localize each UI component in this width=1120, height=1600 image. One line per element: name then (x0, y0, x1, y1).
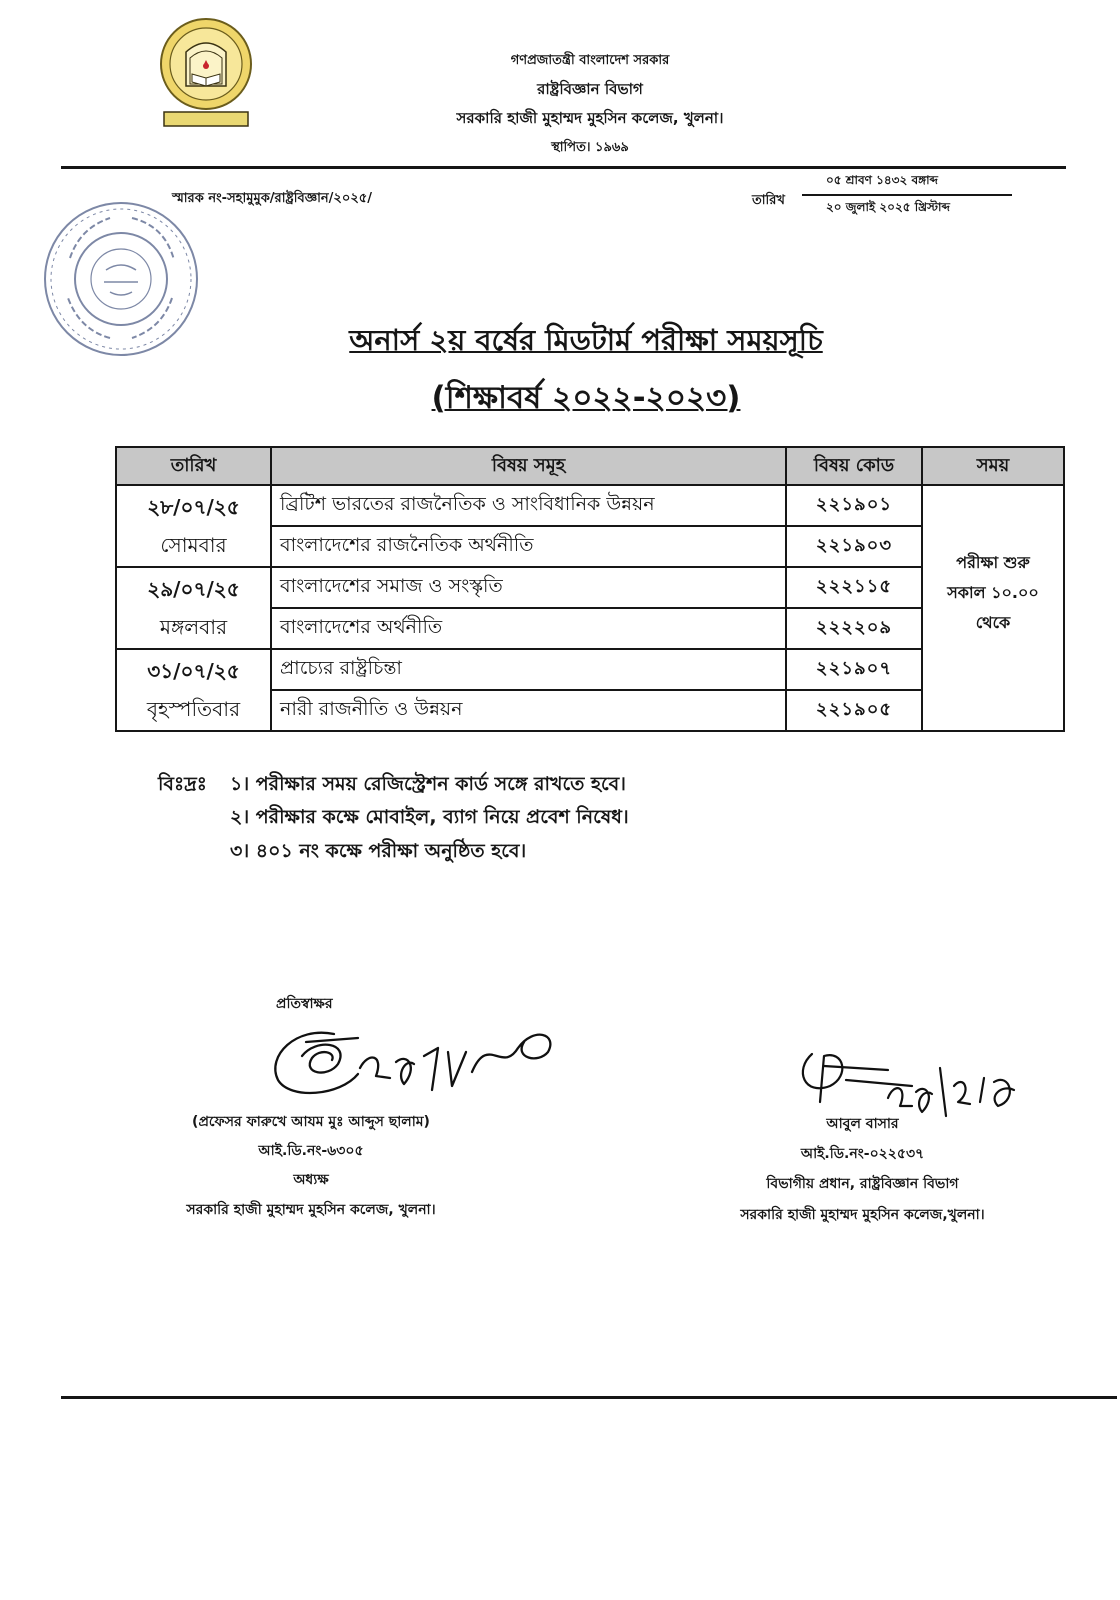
table-row (116, 567, 1064, 608)
subject-code: ২২২১১৫ (786, 567, 922, 608)
date-cell (116, 649, 271, 731)
note-item: ১। পরীক্ষার সময় রেজিস্ট্রেশন কার্ড সঙ্গে রাখতে হবে। (230, 773, 626, 795)
subject-name: ব্রিটিশ ভারতের রাজনৈতিক ও সাংবিধানিক উন্নয়ন (271, 485, 786, 526)
department-head-name: আবুল বাসার (826, 1116, 899, 1132)
exam-weekday: সোমবার (160, 533, 227, 557)
subject-code: ২২২২০৯ (786, 608, 922, 649)
date-divider (802, 194, 1012, 196)
government-name: গণপ্রজাতন্ত্রী বাংলাদেশ সরকার (510, 53, 670, 68)
table-header-row (116, 447, 1064, 485)
date-cell (116, 485, 271, 567)
footer-divider (61, 1396, 1117, 1399)
subject-name: বাংলাদেশের অর্থনীতি (271, 608, 786, 649)
exam-time-line: থেকে (975, 613, 1011, 632)
principal-name: (প্রফেসর ফারুখে আযম মুঃ আব্দুস ছালাম) (192, 1114, 430, 1130)
column-header-code: বিষয় কোড (786, 447, 922, 485)
subject-name: প্রাচ্যের রাষ্ট্রচিন্তা (271, 649, 786, 690)
college-name: সরকারি হাজী মুহাম্মদ মুহসিন কলেজ, খুলনা। (456, 109, 724, 127)
department-name: রাষ্ট্রবিজ্ঞান বিভাগ (537, 80, 643, 98)
schedule-title: অনার্স ২য় বর্ষের মিডটার্ম পরীক্ষা সময়সূচি (349, 323, 823, 357)
date-label: তারিখ (752, 193, 785, 208)
department-head-institution: সরকারি হাজী মুহাম্মদ মুহসিন কলেজ,খুলনা। (740, 1207, 985, 1223)
column-header-date: তারিখ (116, 447, 271, 485)
date-gregorian: ২০ জুলাই ২০২৫ খ্রিস্টাব্দ (826, 200, 950, 214)
exam-time-cell (922, 485, 1064, 731)
exam-date: ২৮/০৭/২৫ (147, 495, 240, 519)
column-header-time: সময় (922, 447, 1064, 485)
exam-weekday: মঙ্গলবার (159, 615, 228, 639)
date-bangla: ০৫ শ্রাবণ ১৪৩২ বঙ্গাব্দ (826, 173, 938, 187)
subject-name: বাংলাদেশের রাজনৈতিক অর্থনীতি (271, 526, 786, 567)
academic-session: (শিক্ষাবর্ষ ২০২২-২০২৩) (431, 380, 741, 416)
subject-code: ২২১৯০৩ (786, 526, 922, 567)
header-divider (61, 166, 1066, 169)
principal-institution: সরকারি হাজী মুহাম্মদ মুহসিন কলেজ, খুলনা। (186, 1202, 436, 1218)
subject-code: ২২১৯০৫ (786, 690, 922, 731)
principal-id: আই.ডি.নং-৬৩০৫ (258, 1143, 364, 1159)
official-seal (40, 198, 202, 360)
subject-name: নারী রাজনীতি ও উন্নয়ন (271, 690, 786, 731)
established-year: স্থাপিত। ১৯৬৯ (551, 140, 629, 155)
column-header-subjects: বিষয় সমূহ (271, 447, 786, 485)
exam-date: ২৯/০৭/২৫ (147, 577, 240, 601)
note-item: ৩। ৪০১ নং কক্ষে পরীক্ষা অনুষ্ঠিত হবে। (230, 840, 527, 862)
subject-code: ২২১৯০১ (786, 485, 922, 526)
table-row (116, 485, 1064, 526)
date-cell (116, 567, 271, 649)
table-row (116, 649, 1064, 690)
memo-number: স্মারক নং-সহামুমুক/রাষ্ট্রবিজ্ঞান/২০২৫/ (172, 191, 372, 206)
department-head-id: আই.ডি.নং-০২২৫৩৭ (800, 1146, 925, 1162)
exam-date: ৩১/০৭/২৫ (147, 659, 240, 683)
exam-weekday: বৃহস্পতিবার (146, 697, 241, 721)
department-head-designation: বিভাগীয় প্রধান, রাষ্ট্রবিজ্ঞান বিভাগ (766, 1176, 959, 1192)
subject-code: ২২১৯০৭ (786, 649, 922, 690)
exam-time-line: সকাল ১০.০০ (947, 583, 1039, 602)
college-logo (158, 14, 254, 130)
exam-time-line: পরীক্ষা শুরু (956, 553, 1030, 572)
countersign-label: প্রতিস্বাক্ষর (276, 996, 333, 1012)
principal-designation: অধ্যক্ষ (293, 1172, 329, 1188)
principal-signature (262, 1012, 572, 1104)
exam-schedule-table (115, 446, 1065, 732)
letterhead (340, 46, 840, 162)
note-item: ২। পরীক্ষার কক্ষে মোবাইল, ব্যাগ নিয়ে প্রবেশ নিষেধ। (230, 806, 629, 828)
notes-label: বিঃদ্রঃ (158, 773, 207, 795)
subject-name: বাংলাদেশের সমাজ ও সংস্কৃতি (271, 567, 786, 608)
